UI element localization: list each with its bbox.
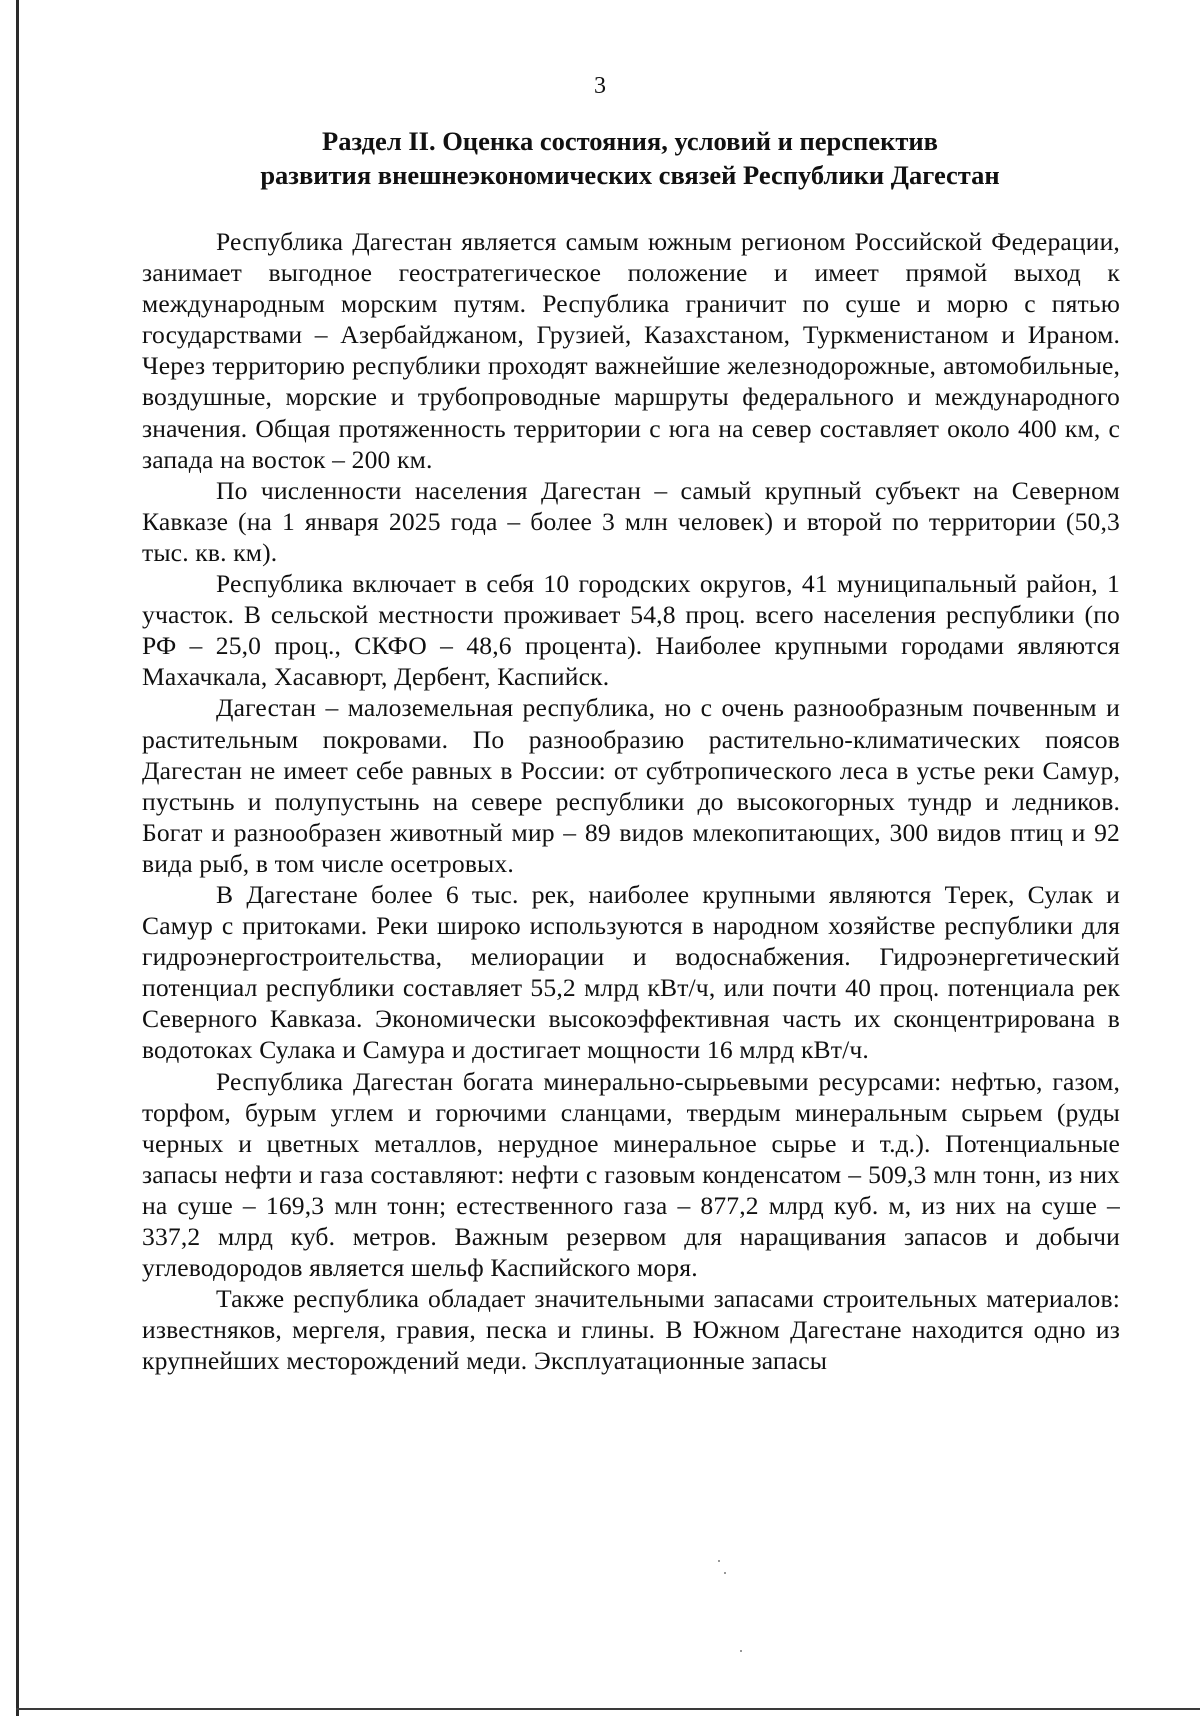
- paragraph-rivers: В Дагестане более 6 тыс. рек, наиболее крупными являются Терек, Сулак и Самур с притоками. Реки широко используются в народном хозяйстве республики для гидроэнергостроительства, мелиорации и водоснабжения. Гидроэнергетический потенциал республики составляет 55,2 млрд кВт/ч, или почти 40 проц. потенциала рек Северного Кавказа. Экономически высокоэффективная часть их сконцентрирована в водотоках Сулака и Самура и достигает мощности 16 млрд кВт/ч.: [142, 879, 1120, 1065]
- scan-speck: [718, 1560, 720, 1562]
- paragraph-population: По численности населения Дагестан – самый крупный субъект на Северном Кавказе (на 1 января 2025 года – более 3 млн человек) и второй по территории (50,3 тыс. кв. км).: [142, 475, 1120, 567]
- section-heading: [140, 124, 1120, 192]
- paragraph-municipalities: Республика включает в себя 10 городских округов, 41 муниципальный район, 1 участок. В сельской местности проживает 54,8 проц. всего населения республики (по РФ – 25,0 проц., СКФО – 48,6 процента). Наиболее крупными городами являются Махачкала, Хасавюрт, Дербент, Каспийск.: [142, 569, 1120, 692]
- section-heading-line-2: развития внешнеэкономических связей Республики Дагестан: [260, 160, 1000, 190]
- scan-border-bottom: [16, 1708, 1200, 1710]
- scan-speck: [724, 1572, 726, 1574]
- page-number: 3: [594, 73, 606, 99]
- paragraph-mineral-resources: Республика Дагестан богата минерально-сырьевыми ресурсами: нефтью, газом, торфом, бурым углем и горючими сланцами, твердым минеральным сырьем (руды черных и цветных металлов, нерудное минеральное сырье и т.д.). Потенциальные запасы нефти и газа составляют: нефти с газовым конденсатом – 509,3 млн тонн, из них на суше – 169,3 млн тонн; естественного газа – 877,2 млрд куб. м, из них на суше – 337,2 млрд куб. метров. Важным резервом для наращивания запасов и добычи углеводородов является шельф Каспийского моря.: [142, 1066, 1120, 1283]
- body-text: [142, 226, 1120, 1376]
- scan-border-left: [16, 0, 19, 1716]
- scan-speck: [740, 1650, 742, 1652]
- paragraph-building-materials: Также республика обладает значительными запасами строительных материалов: известняков, мергеля, гравия, песка и глины. В Южном Дагестане находится одно из крупнейших месторождений меди. Эксплуатационные запасы: [142, 1284, 1120, 1376]
- section-heading-line-1: Раздел II. Оценка состояния, условий и перспектив: [322, 126, 938, 156]
- paragraph-location: Республика Дагестан является самым южным регионом Российской Федерации, занимает выгодное геостратегическое положение и имеет прямой выход к международным морским путям. Республика граничит по суше и морю с пятью государствами – Азербайджаном, Грузией, Казахстаном, Туркменистаном и Ираном. Через территорию республики проходят важнейшие железнодорожные, автомобильные, воздушные, морские и трубопроводные маршруты федерального и международного значения. Общая протяженность территории с юга на север составляет около 400 км, с запада на восток – 200 км.: [142, 227, 1120, 474]
- paragraph-nature: Дагестан – малоземельная республика, но с очень разнообразным почвенным и растительным покровами. По разнообразию растительно-климатических поясов Дагестан не имеет себе равных в России: от субтропического леса в устье реки Самур, пустынь и полупустынь на севере республики до высокогорных тундр и ледников. Богат и разнообразен животный мир – 89 видов млекопитающих, 300 видов птиц и 92 вида рыб, в том числе осетровых.: [142, 693, 1120, 878]
